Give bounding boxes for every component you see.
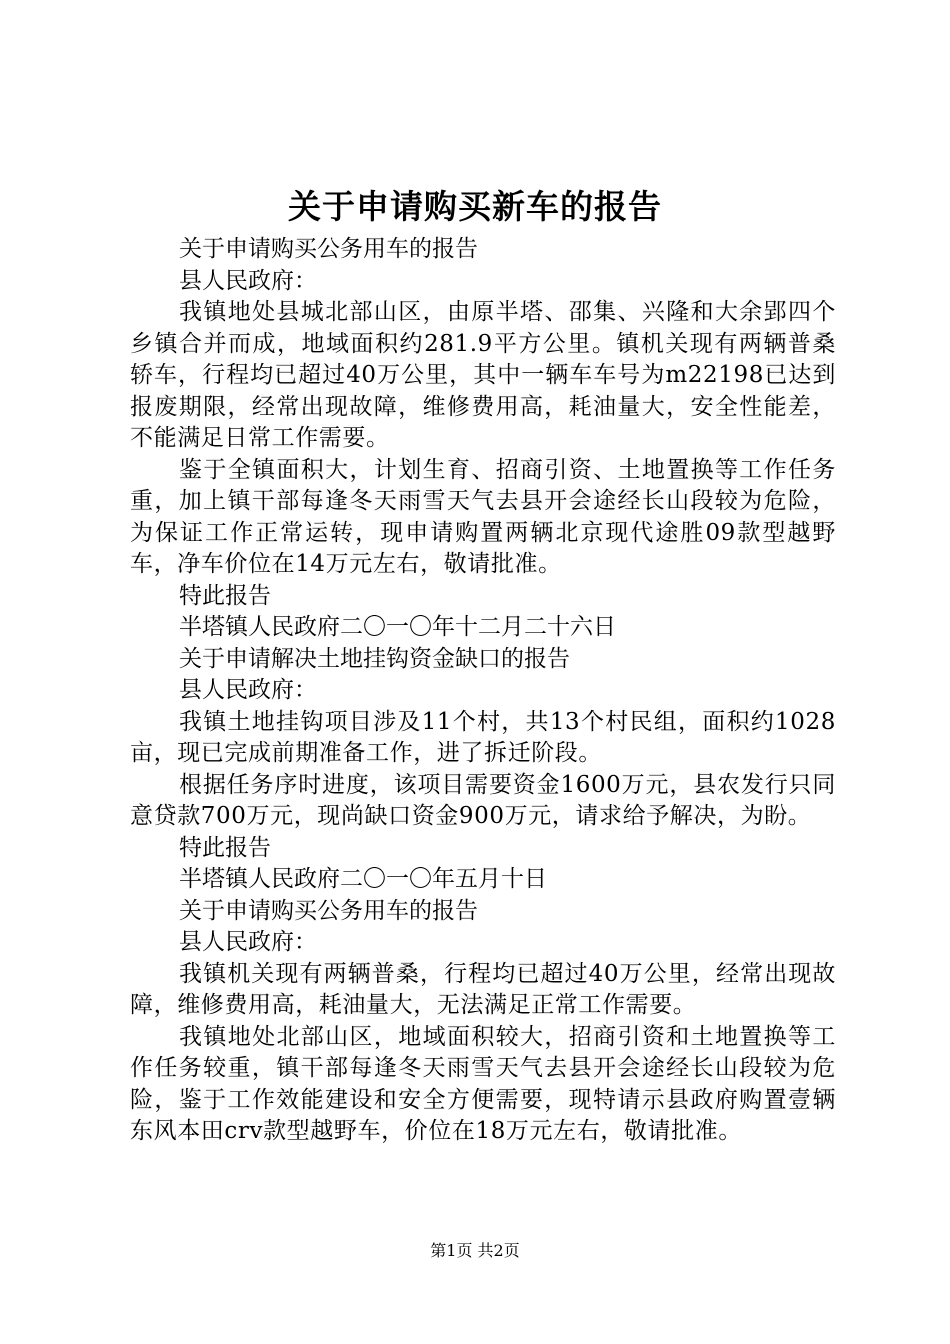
body-paragraph: 我镇机关现有两辆普桑，行程均已超过40万公里，经常出现故障，维修费用高，耗油量大，无法满足正常工作需要。 <box>130 960 836 1018</box>
salutation: 县人民政府： <box>179 929 317 955</box>
closing-line: 特此报告 <box>179 582 271 609</box>
body-paragraph: 我镇地处县城北部山区，由原半塔、邵集、兴隆和大余郢四个乡镇合并而成，地域面积约281.9平方公里。镇机关现有两辆普桑轿车，行程均已超过40万公里，其中一辆车车号为m22198已达到报废期限，经常出现故障，维修费用高，耗油量大，安全性能差，不能满足日常工作需要。 <box>130 299 836 451</box>
signature-date: 半塔镇人民政府二〇一〇年十二月二十六日 <box>179 614 616 640</box>
report-heading: 关于申请解决土地挂钩资金缺口的报告 <box>179 645 570 672</box>
body-paragraph: 我镇地处北部山区，地域面积较大，招商引资和土地置换等工作任务较重，镇干部每逢冬天雨雪天气去县开会途经长山段较为危险，鉴于工作效能建设和安全方便需要，现特请示县政府购置壹辆东风本田crv款型越野车，价位在18万元左右，敬请批准。 <box>130 1023 836 1144</box>
body-paragraph: 我镇土地挂钩项目涉及11个村，共13个村民组，面积约1028亩，现已完成前期准备工作，进了拆迁阶段。 <box>130 708 836 766</box>
report-heading: 关于申请购买公务用车的报告 <box>179 236 478 262</box>
signature-date: 半塔镇人民政府二〇一〇年五月十日 <box>179 866 547 892</box>
report-heading: 关于申请购买公务用车的报告 <box>179 897 478 924</box>
page-footer: 第1页 共2页 <box>430 1241 520 1260</box>
salutation: 县人民政府： <box>179 267 317 294</box>
document-title: 关于申请购买新车的报告 <box>288 187 662 226</box>
body-paragraph: 鉴于全镇面积大，计划生育、招商引资、土地置换等工作任务重，加上镇干部每逢冬天雨雪天气去县开会途经长山段较为危险，为保证工作正常运转，现申请购置两辆北京现代途胜09款型越野车，净车价位在14万元左右，敬请批准。 <box>130 456 836 577</box>
document-body <box>130 234 836 1148</box>
closing-line: 特此报告 <box>179 834 271 861</box>
body-paragraph: 根据任务序时进度，该项目需要资金1600万元，县农发行只同意贷款700万元，现尚缺口资金900万元，请求给予解决，为盼。 <box>130 771 836 829</box>
salutation: 县人民政府： <box>179 677 317 703</box>
